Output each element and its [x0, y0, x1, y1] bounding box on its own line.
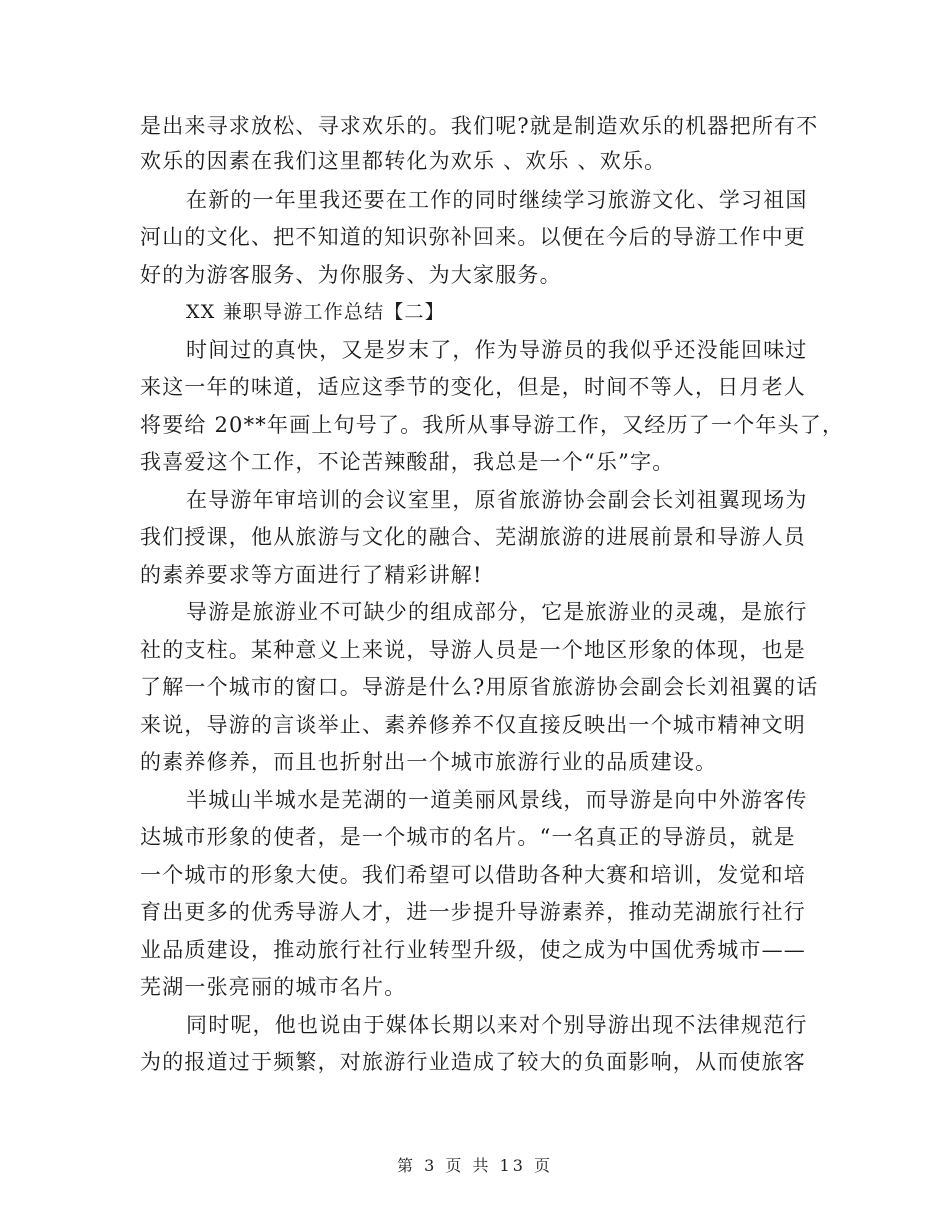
paragraph-first-line: 同时呢，他也说由于媒体长期以来对个别导游出现不法律规范行	[186, 1013, 808, 1037]
body-line: 社的支柱。某种意义上来说，导游人员是一个地区形象的体现，也是	[140, 638, 806, 662]
body-line: 将要给 20**年画上句号了。我所从事导游工作，又经历了一个年头了，	[140, 413, 845, 437]
body-line: 我喜爱这个工作，不论苦辣酸甜，我总是一个“乐”字。	[140, 450, 675, 474]
body-line: 的素养要求等方面进行了精彩讲解!	[140, 563, 483, 587]
body-line: 一个城市的形象大使。我们希望可以借助各种大赛和培训，发觉和培	[140, 863, 806, 887]
body-line: 欢乐的因素在我们这里都转化为欢乐 、欢乐 、欢乐。	[140, 149, 667, 173]
body-line: 达城市形象的使者，是一个城市的名片。“一名真正的导游员，就是	[140, 825, 796, 849]
body-line: 育出更多的优秀导游人才，进一步提升导游素养，推动芜湖旅行社行	[140, 900, 806, 924]
paragraph-first-line: 半城山半城水是芜湖的一道美丽风景线，而导游是向中外游客传	[186, 788, 808, 812]
paragraph-first-line: 时间过的真快，又是岁末了，作为导游员的我似乎还没能回味过	[186, 338, 808, 362]
body-line: 河山的文化、把不知道的知识弥补回来。以便在今后的导游工作中更	[140, 225, 806, 249]
body-line: 的素养修养，而且也折射出一个城市旅游行业的品质建设。	[140, 750, 718, 774]
body-line: 来这一年的味道，适应这季节的变化，但是，时间不等人，日月老人	[140, 375, 806, 399]
body-line: 业品质建设，推动旅行社行业转型升级，使之成为中国优秀城市——	[140, 938, 806, 962]
body-line: 芜湖一张亮丽的城市名片。	[140, 975, 407, 999]
paragraph-first-line: 导游是旅游业不可缺少的组成部分，它是旅游业的灵魂，是旅行	[186, 600, 808, 624]
body-line: 来说，导游的言谈举止、素养修养不仅直接反映出一个城市精神文明	[140, 713, 806, 737]
body-line: 为的报道过于频繁，对旅游行业造成了较大的负面影响，从而使旅客	[140, 1050, 806, 1074]
page-number-footer: 第 3 页 共 13 页	[397, 1156, 553, 1175]
paragraph-first-line: 在新的一年里我还要在工作的同时继续学习旅游文化、学习祖国	[186, 188, 808, 212]
body-line: 我们授课，他从旅游与文化的融合、芜湖旅游的进展前景和导游人员	[140, 525, 806, 549]
body-line: 了解一个城市的窗口。导游是什么?用原省旅游协会副会长刘祖翼的话	[140, 675, 819, 699]
section-heading: XX 兼职导游工作总结【二】	[186, 301, 445, 323]
body-line: 好的为游客服务、为你服务、为大家服务。	[140, 263, 562, 287]
paragraph-first-line: 在导游年审培训的会议室里，原省旅游协会副会长刘祖翼现场为	[186, 488, 808, 512]
body-line: 是出来寻求放松、寻求欢乐的。我们呢?就是制造欢乐的机器把所有不	[140, 114, 819, 138]
